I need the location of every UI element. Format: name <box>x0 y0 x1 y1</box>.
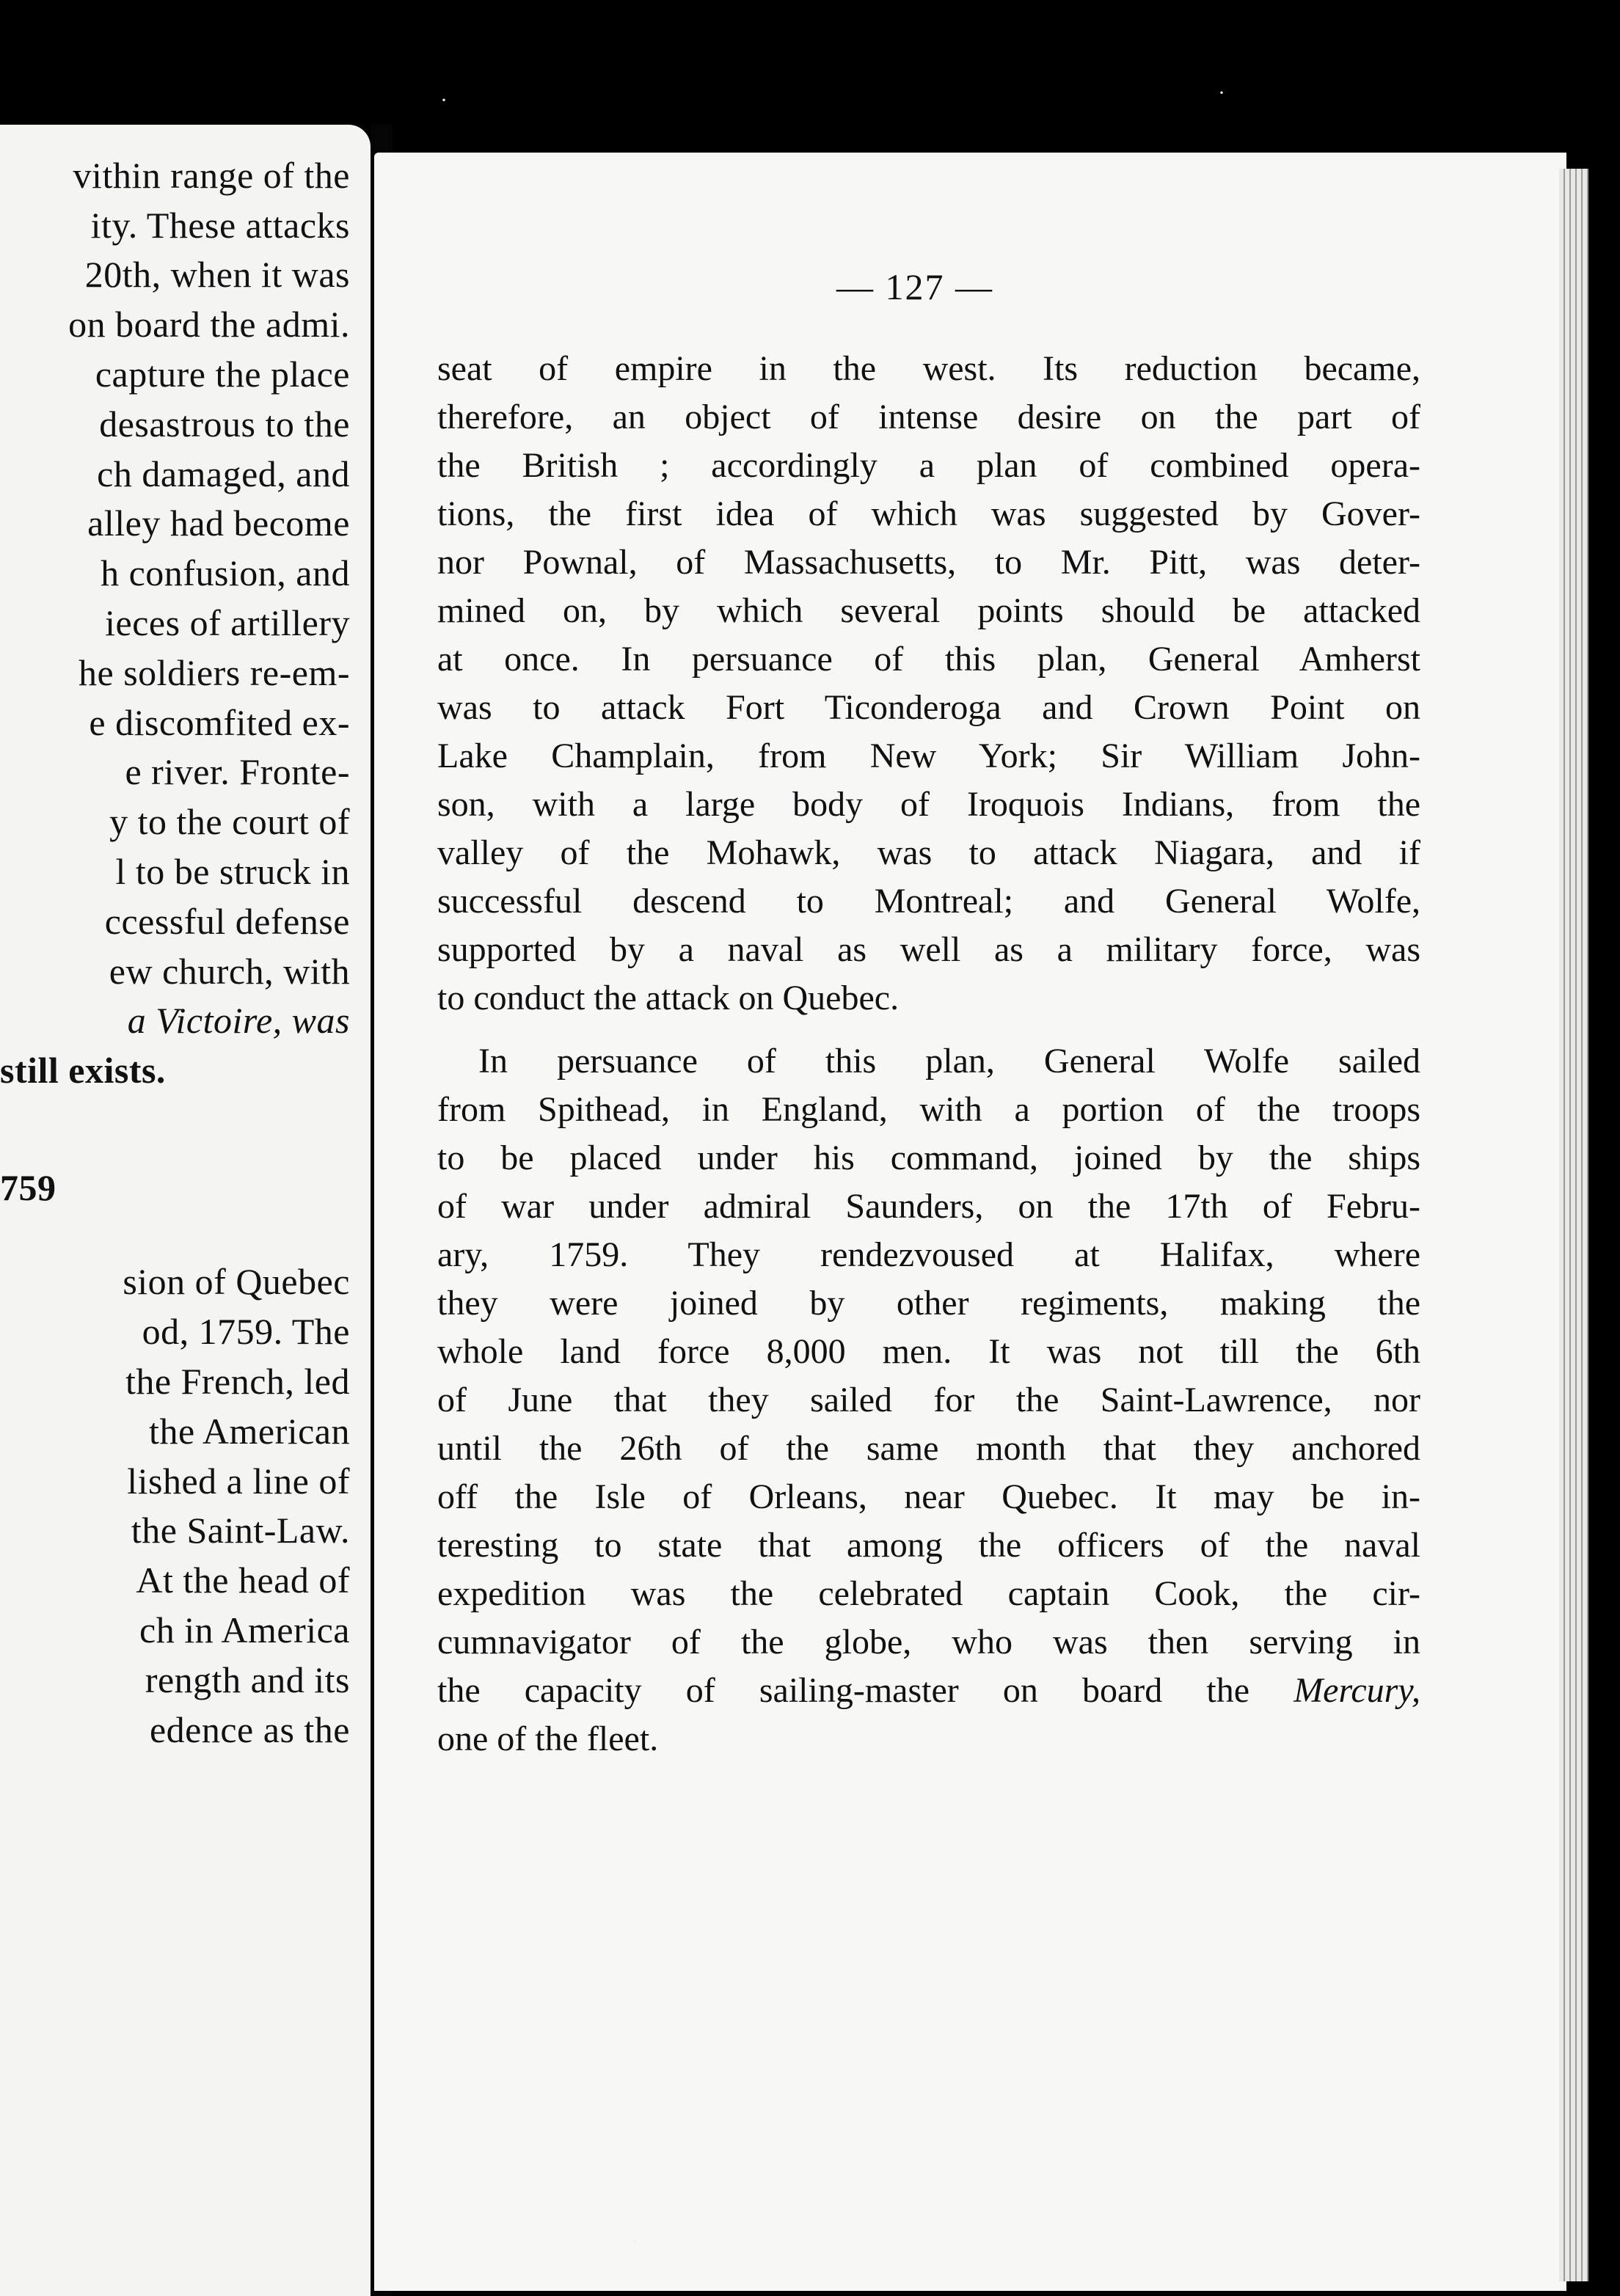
text-line: nor Pownal, of Massachusetts, to Mr. Pitt, was deter- <box>437 543 1420 582</box>
left-line: ch damaged, and <box>97 453 350 494</box>
text-line: of June that they sailed for the Saint-Lawrence, nor <box>437 1381 1420 1419</box>
left-line: od, 1759. The <box>142 1311 350 1352</box>
page-number: — 127 — <box>836 266 993 307</box>
left-line: h confusion, and <box>101 552 350 593</box>
left-line: ch in America <box>139 1609 350 1650</box>
page-edges <box>1559 169 1588 2281</box>
scan-speck: · <box>1218 81 1225 105</box>
text-line <box>437 1667 1420 1715</box>
text-line: was to attack Fort Ticonderoga and Crown Point on <box>437 688 1420 727</box>
text-line: at once. In persuance of this plan, General Amherst <box>437 640 1420 679</box>
left-line: a Victoire, was <box>127 1000 350 1041</box>
left-page <box>0 125 371 2296</box>
text-line: ary, 1759. They rendezvoused at Halifax, where <box>437 1235 1420 1274</box>
text-line: expedition was the celebrated captain Cook, the cir- <box>437 1574 1420 1613</box>
text-line: teresting to state that among the officers of the naval <box>437 1526 1420 1565</box>
left-line: still exists. <box>0 1050 166 1091</box>
scan-speck: · <box>440 88 448 112</box>
left-line: alley had become <box>87 502 350 544</box>
text-line: to conduct the attack on Quebec. <box>437 979 900 1017</box>
text-line: whole land force 8,000 men. It was not till the 6th <box>437 1332 1420 1371</box>
left-line: rength and its <box>145 1659 350 1700</box>
text-line: tions, the first idea of which was suggested by Gover- <box>437 494 1420 533</box>
left-line: 20th, when it was <box>84 254 350 295</box>
text-line: one of the fleet. <box>437 1719 659 1758</box>
left-line: ieces of artillery <box>105 602 350 643</box>
text-line: they were joined by other regiments, making the <box>437 1284 1420 1323</box>
left-line: on board the admi. <box>68 304 350 345</box>
text-line: off the Isle of Orleans, near Quebec. It may be in- <box>437 1477 1420 1516</box>
left-line: the Saint-Law. <box>131 1510 350 1551</box>
left-section-heading: 759 <box>0 1167 56 1208</box>
left-line: the French, led <box>125 1361 350 1402</box>
left-line: capture the place <box>95 354 350 395</box>
text-line: therefore, an object of intense desire on the part of <box>437 398 1420 436</box>
body-text <box>437 345 1420 1763</box>
left-line: l to be struck in <box>115 851 350 892</box>
left-line: desastrous to the <box>99 403 350 445</box>
text-line: seat of empire in the west. Its reduction became, <box>437 349 1420 388</box>
left-line: At the head of <box>136 1560 350 1601</box>
left-line: the American <box>149 1411 350 1452</box>
scan-speck: · <box>631 2230 638 2254</box>
left-line: sion of Quebec <box>123 1261 350 1302</box>
text-line: successful descend to Montreal; and General Wolfe, <box>437 882 1420 921</box>
text-line: In persuance of this plan, General Wolfe sailed <box>478 1042 1420 1081</box>
left-line: vithin range of the <box>73 155 350 196</box>
left-line: y to the court of <box>109 801 350 842</box>
left-line: ew church, with <box>109 951 350 992</box>
ship-name: Mercury, <box>1294 1671 1421 1710</box>
text-line: Lake Champlain, from New York; Sir William John- <box>437 736 1420 775</box>
left-line: lished a line of <box>127 1460 350 1502</box>
text-line: valley of the Mohawk, was to attack Niagara, and if <box>437 833 1420 872</box>
left-line: he soldiers re-em- <box>79 652 350 693</box>
left-line: ity. These attacks <box>90 205 350 246</box>
text-line-part: the capacity of sailing-master on board the <box>437 1671 1250 1710</box>
text-line: to be placed under his command, joined by the ships <box>437 1138 1420 1177</box>
text-line: supported by a naval as well as a military force, was <box>437 930 1420 969</box>
text-line: from Spithead, in England, with a portion of the troops <box>437 1090 1420 1129</box>
text-line: cumnavigator of the globe, who was then serving in <box>437 1623 1420 1661</box>
left-line: edence as the <box>149 1709 350 1750</box>
text-line: of war under admiral Saunders, on the 17th of Febru- <box>437 1187 1420 1226</box>
left-line: e discomfited ex- <box>89 702 350 743</box>
text-line: the British ; accordingly a plan of combined opera- <box>437 446 1420 485</box>
text-line: son, with a large body of Iroquois Indians, from the <box>437 785 1420 824</box>
text-line: until the 26th of the same month that they anchored <box>437 1429 1420 1468</box>
left-line: e river. Fronte- <box>125 751 350 792</box>
text-line: mined on, by which several points should be attacked <box>437 591 1420 630</box>
left-line: ccessful defense <box>104 901 350 942</box>
